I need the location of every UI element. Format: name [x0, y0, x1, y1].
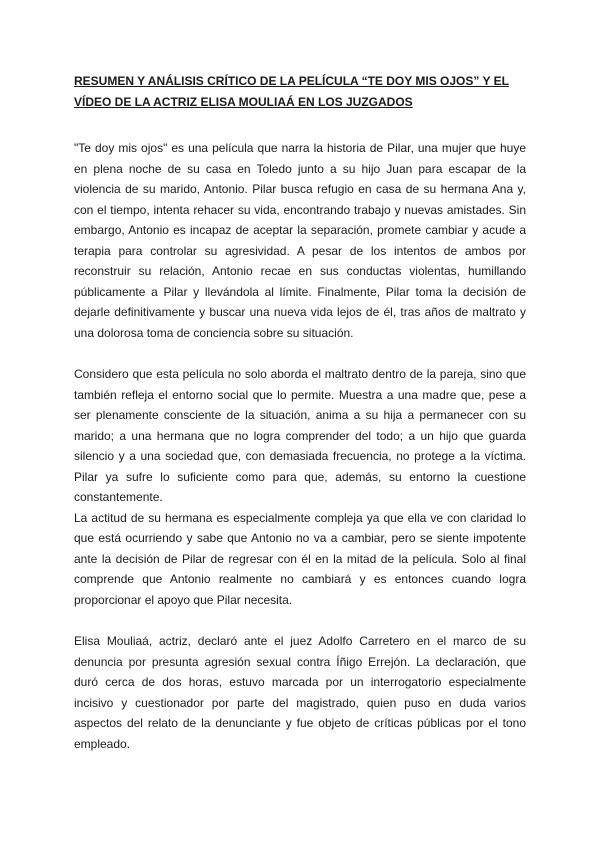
paragraph-mouliaa: Elisa Mouliaá, actriz, declaró ante el juez Adolfo Carretero en el marco de su denuncia por presunta agresión sexual contra Íñigo Errejón. La declaración, que duró cerca de dos horas, estuvo marcada por un interrogatorio especialmente incisivo y cuestionador por parte del magistrado, quien puso en duda varios aspectos del relato de la denunciante y fue objeto de críticas públicas por el tono empleado. [74, 634, 526, 751]
document-body [74, 71, 526, 754]
title-line-1: RESUMEN Y ANÁLISIS CRÍTICO DE LA PELÍCULA “TE DOY MIS OJOS” Y EL [74, 74, 509, 88]
title-line-2: VÍDEO DE LA ACTRIZ ELISA MOULIAÁ EN LOS JUZGADOS [74, 95, 413, 109]
paragraph-sister: La actitud de su hermana es especialmente compleja ya que ella ve con claridad lo que está ocurriendo y sabe que Antonio no va a cambiar, pero se siente impotente ante la decisión de Pilar de regresar con él en la mitad de la película. Solo al final comprende que Antonio realmente no cambiará y es entonces cuando logra proporcionar el apoyo que Pilar necesita. [74, 510, 526, 607]
paragraph-summary: "Te doy mis ojos" es una película que narra la historia de Pilar, una mujer que huye en plena noche de su casa en Toledo junto a su hijo Juan para escapar de la violencia de su marido, Antonio. Pilar busca refugio en casa de su hermana Ana y, con el tiempo, intenta rehacer su vida, encontrando trabajo y nuevas amistades. Sin embargo, Antonio es incapaz de aceptar la separación, promete cambiar y acude a terapia para controlar su agresividad. A pesar de los intentos de ambos por reconstruir su relación, Antonio recae en sus conductas violentas, humillando públicamente a Pilar y llevándola al límite. Finalmente, Pilar toma la decisión de dejarle definitivamente y buscar una nueva vida lejos de él, tras años de maltrato y una dolorosa toma de conciencia sobre su situación. [74, 141, 526, 340]
paragraph-analysis: Considero que esta película no solo aborda el maltrato dentro de la pareja, sino que también refleja el entorno social que lo permite. Muestra a una madre que, pese a ser plenamente consciente de la situación, anima a su hija a permanecer con su marido; a una hermana que no logra comprender del todo; a un hijo que guarda silencio y a una sociedad que, con demasiada frecuencia, no protege a la víctima. Pilar ya sufre lo suficiente como para que, además, su entorno la cuestione constantemente. [74, 367, 526, 504]
document-title [74, 71, 526, 113]
